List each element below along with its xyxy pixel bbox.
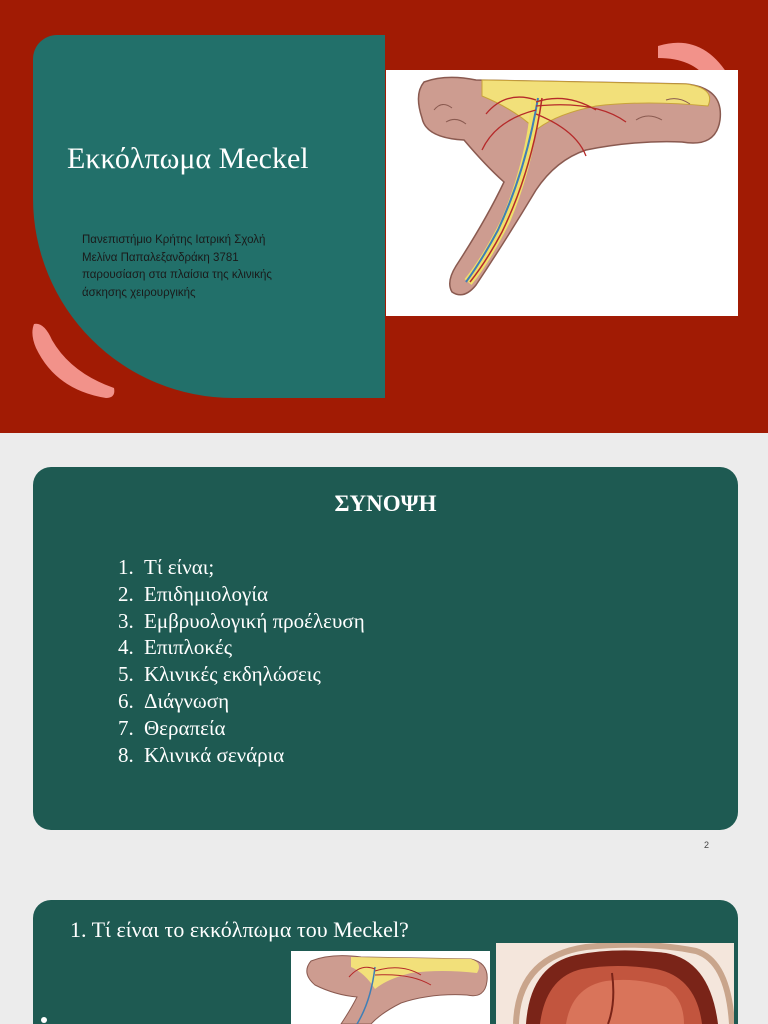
list-item-label: Επιπλοκές (144, 635, 233, 660)
decorative-arc-left (26, 318, 126, 408)
list-item-number: 3. (118, 608, 134, 633)
list-item-label: Επιδημιολογία (144, 581, 268, 606)
summary-slide (33, 467, 738, 830)
page-number: 2 (704, 840, 710, 850)
definition-title: 1. Τί είναι το εκκόλπωμα του Meckel? (70, 917, 409, 942)
list-item-number: 8. (118, 742, 134, 767)
list-item (118, 715, 365, 742)
list-item-label: Εμβρυολογική προέλευση (144, 608, 365, 633)
meckel-diverticulum-illustration (386, 70, 738, 316)
subtitle-line: Πανεπιστήμιο Κρήτης Ιατρική Σχολή (82, 234, 266, 246)
list-item (118, 634, 365, 661)
abdominal-surgery-photo (496, 943, 734, 1024)
definition-slide (33, 900, 738, 1024)
subtitle-line: παρουσίαση στα πλαίσια της κλινικής (82, 269, 272, 281)
list-item-label: Κλινικές εκδηλώσεις (144, 662, 321, 687)
summary-list (118, 554, 365, 768)
subtitle-line: άσκησης χειρουργικής (82, 286, 196, 299)
list-item-label: Τί είναι; (144, 555, 215, 579)
list-item (118, 608, 365, 635)
title-slide (0, 0, 768, 433)
list-item (118, 742, 365, 769)
list-item-label: Κλινικά σενάρια (144, 742, 285, 767)
list-item (118, 581, 365, 608)
subtitle-line: Μελίνα Παπαλεξανδράκη 3781 (82, 251, 239, 264)
list-item-number: 6. (118, 688, 134, 713)
list-item-number: 1. (118, 555, 134, 579)
list-item-number: 4. (118, 635, 134, 660)
list-item-label: Θεραπεία (144, 715, 226, 740)
presentation-subtitle (82, 232, 272, 302)
presentation-title: Εκκόλπωμα Meckel (67, 142, 309, 175)
list-item-number: 2. (118, 581, 134, 606)
meckel-diverticulum-thumbnail (291, 951, 490, 1024)
list-item (118, 688, 365, 715)
list-item (118, 661, 365, 688)
list-item (118, 554, 365, 581)
summary-title: ΣΥΝΟΨΗ (334, 491, 437, 516)
bullet-icon (41, 1017, 47, 1023)
list-item-number: 5. (118, 662, 134, 687)
list-item-label: Διάγνωση (144, 688, 230, 713)
list-item-number: 7. (118, 715, 134, 740)
